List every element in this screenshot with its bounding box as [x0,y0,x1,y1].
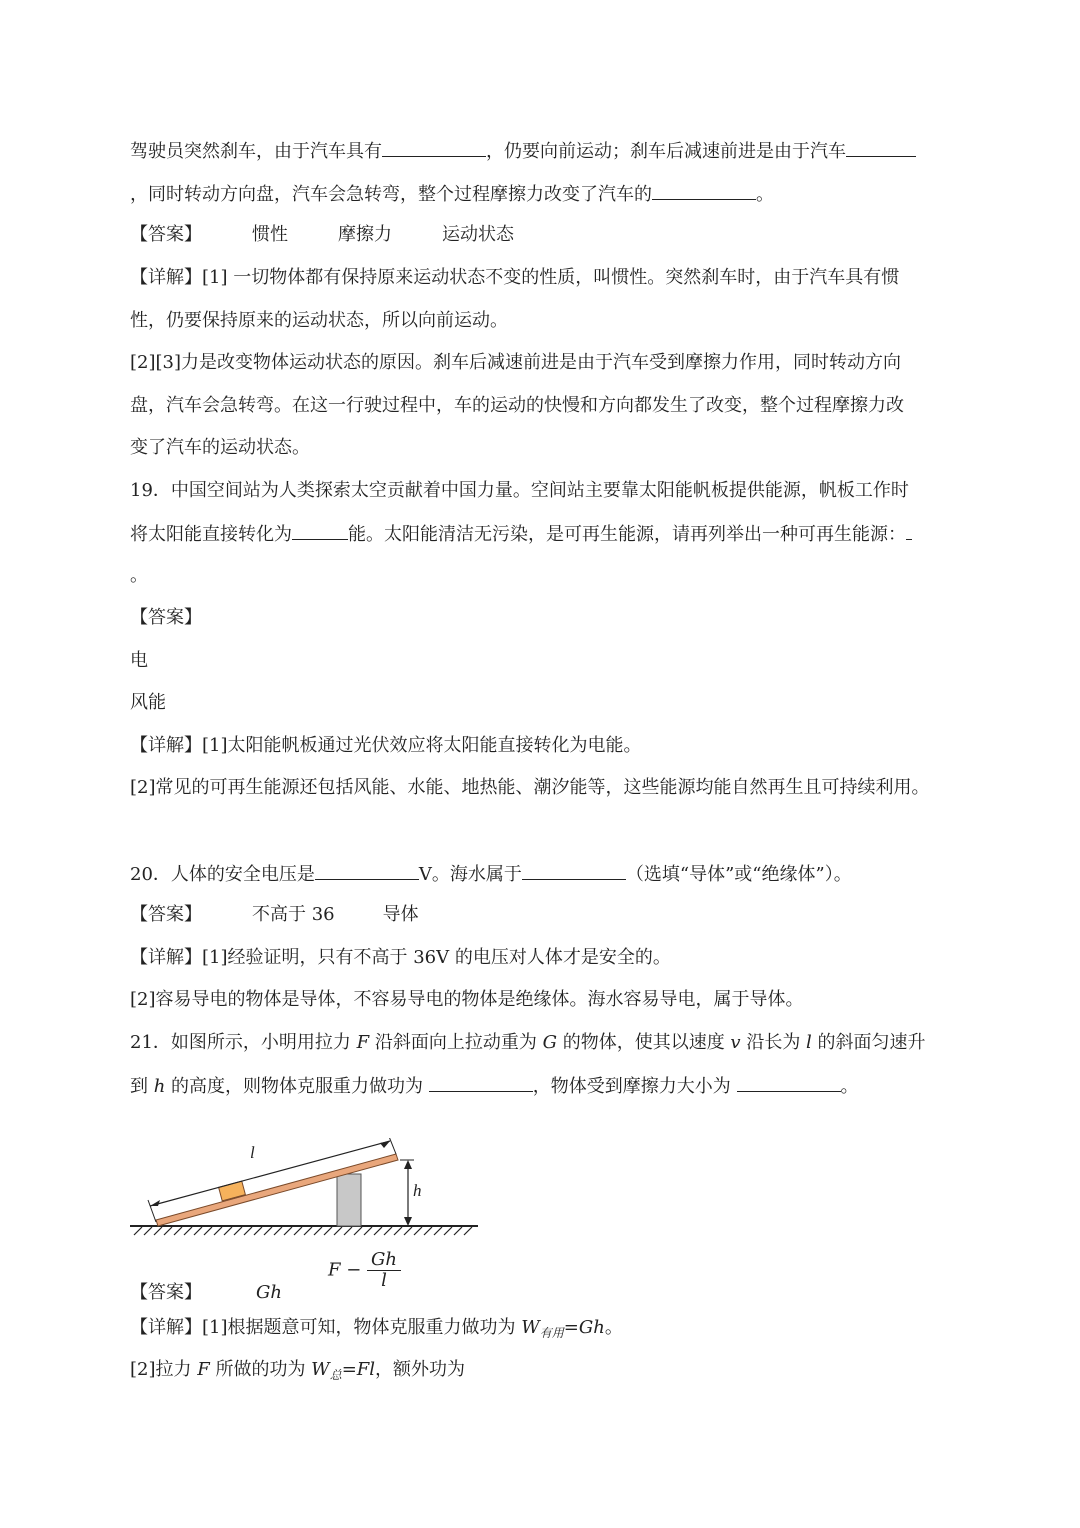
q18-detail-2c: 变了汽车的运动状态。 [130,437,310,458]
q18-detail-2a: [2][3]力是改变物体运动状态的原因。刹车后减速前进是由于汽车受到摩擦力作用，同时转动方向 [130,352,901,373]
q21-answer: 【答案】 Gh [130,1282,282,1303]
answer-blank [522,861,626,880]
answer-blank [846,138,916,157]
fraction: $\frac{Gh}{l}$ [367,1250,401,1291]
q18-detail-1b: 性，仍要保持原来的运动状态，所以向前运动。 [130,310,508,331]
q20-question: 20．人体的安全电压是 V。海水属于 （选填“导体”或“绝缘体”）。 [130,861,852,887]
answer-blank [652,181,756,200]
q19-answer-2: 风能 [130,692,166,713]
length-tick-end [388,1138,396,1154]
q21-line-1: 21．如图所示，小明用拉力 F 沿斜面向上拉动重为 G 的物体，使其以速度 v 沿长为 l 的斜面匀速升 [130,1032,926,1053]
answer-blank [737,1073,841,1092]
length-arrow-head-end [380,1141,390,1148]
label-h: h [413,1181,422,1200]
q21-detail-1: 【详解】[1]根据题意可知，物体克服重力做功为 $W_{有用}=Gh$。 [130,1317,623,1340]
q21-detail-2: [2]拉力 F 所做的功为 $W_总=Fl$，额外功为 [130,1359,466,1382]
inclined-board [156,1154,398,1226]
answer-blank [906,521,912,540]
q18-answer: 【答案】 惯性 摩擦力 运动状态 [130,224,514,245]
answer-blank [315,861,419,880]
q21-line-2: 到 h 的高度，则物体克服重力做功为 ，物体受到摩擦力大小为 。 [130,1073,859,1099]
ground-hatching [134,1227,472,1235]
height-arrow-head-bottom [404,1217,412,1226]
q19-line-3: 。 [130,565,148,586]
q20-detail-1: 【详解】[1]经验证明，只有不高于 36V 的电压对人体才是安全的。 [130,947,671,968]
q19-line-2: 将太阳能直接转化为 能。太阳能清洁无污染，是可再生能源，请再列举出一种可再生能源： [130,521,912,547]
q20-answer: 【答案】 不高于 36 导体 [130,904,419,925]
label-l: l [250,1143,255,1162]
q19-answer-label: 【答案】 [130,607,202,628]
q18-line-1: 驾驶员突然刹车，由于汽车具有 ，仍要向前运动；刹车后减速前进是由于汽车 [130,138,916,164]
height-arrow-head-top [404,1160,412,1169]
q19-line-1: 19．中国空间站为人类探索太空贡献着中国力量。空间站主要靠太阳能帆板提供能源，帆板工作时 [130,480,909,501]
q20-detail-2: [2]容易导电的物体是导体，不容易导电的物体是绝缘体。海水容易导电，属于导体。 [130,989,804,1010]
answer-blank [292,521,348,540]
support-block [337,1174,361,1226]
incline-diagram [128,1138,488,1238]
q19-detail-2: [2]常见的可再生能源还包括风能、水能、地热能、潮汐能等，这些能源均能自然再生且可持续利用。 [130,777,930,798]
q18-detail-1a: 【详解】[1] 一切物体都有保持原来运动状态不变的性质，叫惯性。突然刹车时，由于汽车具有惯 [130,267,900,288]
q21-answer-2: F − $\frac{Gh}{l}$ [328,1250,401,1291]
q18-line-2: ，同时转动方向盘，汽车会急转弯，整个过程摩擦力改变了汽车的 。 [130,181,774,207]
q19-detail-1: 【详解】[1]太阳能帆板通过光伏效应将太阳能直接转化为电能。 [130,735,642,756]
q19-answer-1: 电 [130,650,148,671]
q18-detail-2b: 盘，汽车会急转弯。在这一行驶过程中，车的运动的快慢和方向都发生了改变，整个过程摩擦力改 [130,395,904,416]
answer-blank [429,1073,533,1092]
answer-blank [382,138,486,157]
